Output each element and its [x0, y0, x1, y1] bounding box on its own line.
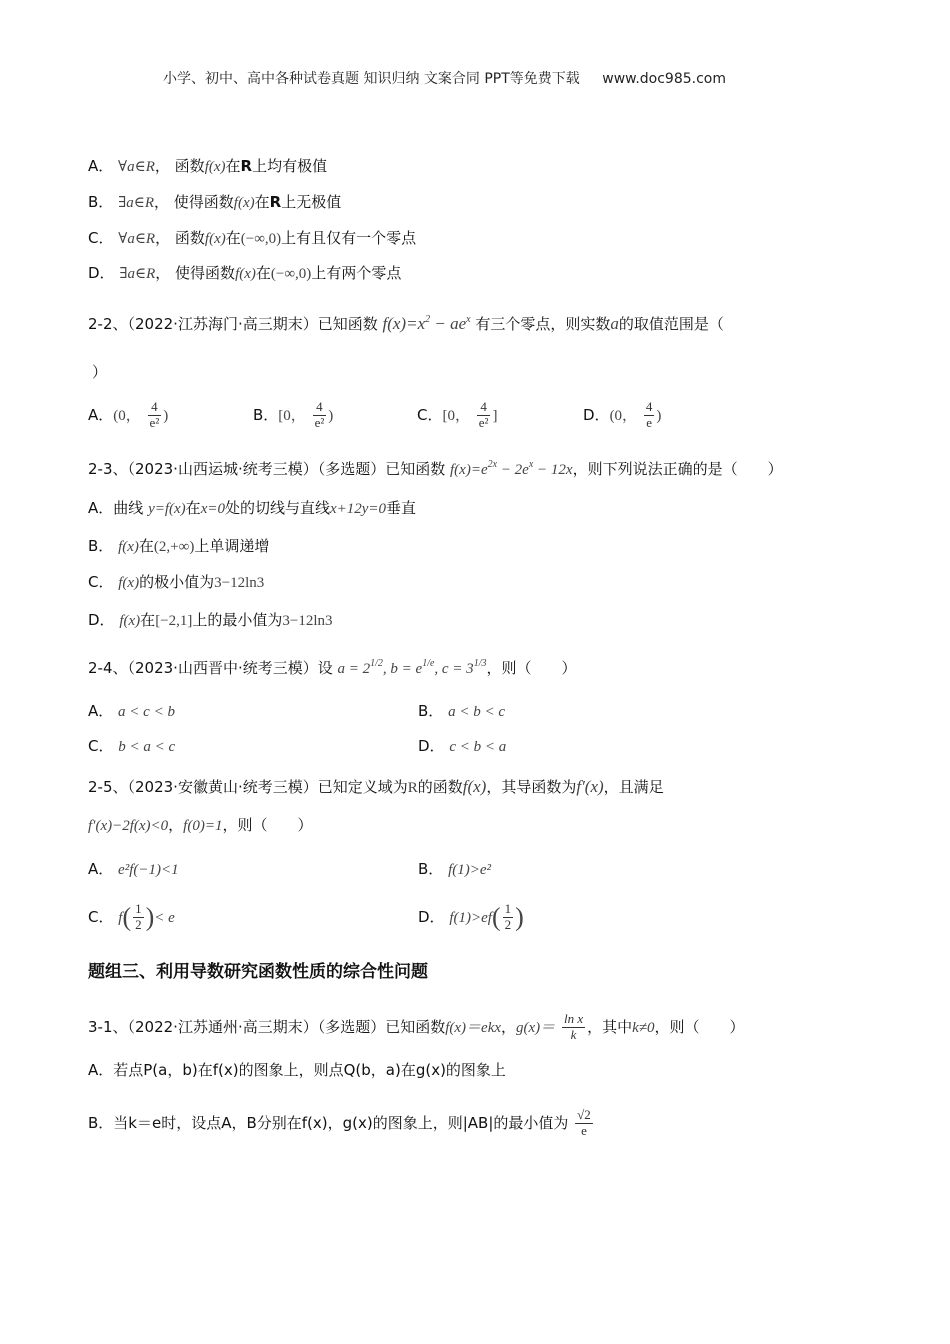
q2-5-stem: 2-5、（2023·安徽黄山·统考三模）已知定义域为R的函数f(x)，其导函数为f′(x)，且满足	[88, 777, 664, 796]
q2-1-option-c: C． ∀a∈R， 函数f(x)在(−∞,0)上有且仅有一个零点	[88, 229, 417, 247]
q2-2-option-b: B．[0， $\frac{4}{\text{e²}}$ )	[253, 399, 334, 430]
q2-5-option-c: C． f( $\frac{1}{2}$ )< e	[88, 901, 175, 932]
q2-4-option-c: C． b < a < c	[88, 737, 176, 755]
q3-1-stem: 3-1、（2022·江苏通州·高三期末）（多选题）已知函数f(x)＝ekx，g(x)＝ $\frac{\text{ln x}}{k}$ ，其中k≠0，则（ ）	[88, 1011, 745, 1042]
q2-5-option-d: D． f(1)>ef( $\frac{1}{2}$ )	[418, 901, 524, 932]
q2-3-option-a: A．曲线 y=f(x)在x=0处的切线与直线x+12y=0垂直	[88, 499, 417, 517]
q2-2-option-d: D．(0， $\frac{4}{e}$ )	[583, 399, 662, 430]
q2-1-option-b: B． ∃a∈R， 使得函数f(x)在R上无极值	[88, 193, 342, 211]
q2-3-option-c: C． f(x)的极小值为3−12ln3	[88, 573, 265, 591]
q2-5-conditions: f′(x)−2f(x)<0，f(0)=1，则（ ）	[88, 816, 313, 834]
q2-4-option-a: A． a < c < b	[88, 702, 175, 720]
page-header	[163, 72, 726, 86]
q2-5-option-a: A． e²f(−1)<1	[88, 860, 179, 878]
header-text: 小学、初中、高中各种试卷真题 知识归纳 文案合同 PPT等免费下载	[163, 71, 580, 87]
q2-3-stem: 2-3、（2023·山西运城·统考三模）（多选题）已知函数 $f(x)=e^{2x} - 2e^x - 12x$，则下列说法正确的是（ ）	[88, 459, 783, 478]
q3-1-option-a: A．若点P(a，b)在f(x)的图象上，则点Q(b，a)在g(x)的图象上	[88, 1061, 506, 1079]
q2-5-option-b: B． f(1)>e²	[418, 860, 492, 878]
q2-3-option-d: D． f(x)在[−2,1]上的最小值为3−12ln3	[88, 611, 333, 629]
header-url: www.doc985.com	[602, 71, 726, 87]
section-3-heading: 题组三、利用导数研究函数性质的综合性问题	[88, 962, 428, 982]
q2-3-option-b: B． f(x)在(2,+∞)上单调递增	[88, 537, 270, 555]
q2-1-option-a: A． ∀a∈R， 函数f(x)在R上均有极值	[88, 157, 328, 175]
q2-1-option-d: D． ∃a∈R， 使得函数f(x)在(−∞,0)上有两个零点	[88, 264, 402, 282]
q2-4-option-b: B． a < b < c	[418, 702, 505, 720]
q2-2-option-a: A．(0， $\frac{4}{\text{e²}}$ )	[88, 399, 169, 430]
q2-2-option-c: C．[0， $\frac{4}{\text{e²}}$ ]	[417, 399, 498, 430]
q2-4-stem: 2-4、（2023·山西晋中·统考三模）设 $a = 2^{1/2}$, $b = e^{1/e}$, $c = 3^{1/3}$，则（ ）	[88, 658, 577, 677]
q2-2-stem: 2-2、（2022·江苏海门·高三期末）已知函数 $f(x)=x^2 - ae^x$ 有三个零点，则实数a的取值范围是（	[88, 314, 724, 333]
q2-4-option-d: D． c < b < a	[418, 737, 507, 755]
q2-2-close-paren: ）	[92, 363, 108, 381]
q3-1-option-b: B．当k＝e时，设点A，B分别在f(x)，g(x)的图象上，则|AB|的最小值为 $\frac{√2}{e}$	[88, 1107, 591, 1138]
